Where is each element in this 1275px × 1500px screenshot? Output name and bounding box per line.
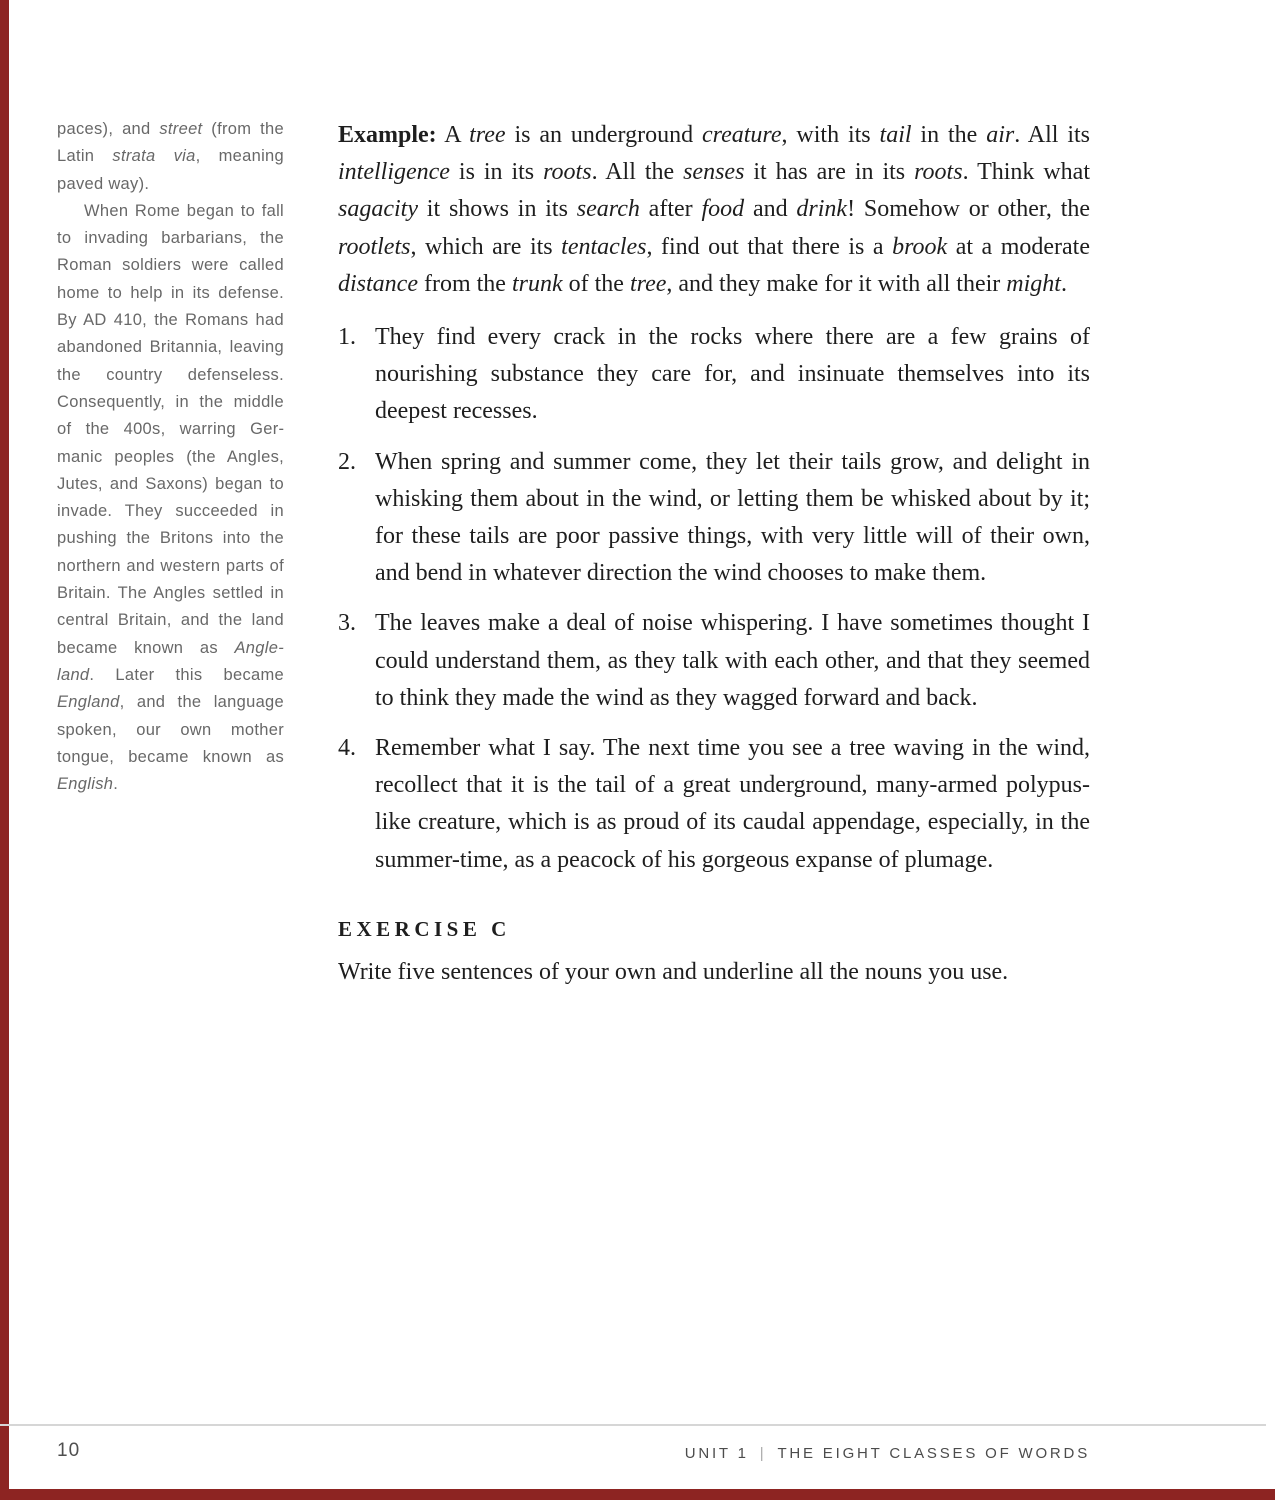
list-item (338, 444, 1090, 593)
list-item-text: When spring and summer come, they let their tails grow, and delight in whisking them about in the wind, or letting them be whisked about by it; for these tails are poor passive things, with very little will of their own, and bend in whatever direction the wind chooses to make them. (375, 448, 1090, 587)
page-edge-bottom-accent (0, 1489, 1275, 1500)
margin-note-paragraph-1: paces), and street (from the Latin strata via, meaning paved way). (57, 120, 284, 193)
exercise-instruction: Write five sentences of your own and underline all the nouns you use. (338, 958, 1009, 985)
margin-note-paragraph-2: When Rome began to fall to invading barbarians, the Roman soldiers were called home to help in its defense. By AD 410, the Romans had abandoned Britannia, leaving the country defenseless. Consequently, in the middle of the 400s, warring Germanic peoples (the Angles, Jutes, and Saxons) began to invade. They succeeded in pushing the Britons into the northern and western parts of Britain. The Angles settled in central Britain, and the land became known as Angle-land. Later this became England, and the language spoken, our own mother tongue, became known as English. (57, 201, 284, 794)
list-item-text: The leaves make a deal of noise whispering. I have sometimes thought I could understand them, as they talk with each other, and that they seemed to think they made the wind as they wagged forward and back. (375, 610, 1090, 711)
page-edge-left-accent (0, 0, 9, 1500)
main-text-column (338, 117, 1090, 991)
margin-note (57, 116, 284, 798)
list-item-number: 2. (338, 448, 356, 475)
list-item (338, 730, 1090, 879)
footer-separator: | (759, 1445, 767, 1462)
example-paragraph: Example: A tree is an underground creature, with its tail in the air. All its intelligence is in its roots. All the senses it has are in its roots. Think what sagacity it shows in its search after food and drink! Somehow or other, the rootlets, which are its tentacles, find out that there is a brook at a moderate distance from the trunk of the tree, and they make for it with all their might. (338, 122, 1091, 297)
unit-label: UNIT 1 (684, 1445, 749, 1462)
footer-divider (0, 1424, 1266, 1426)
list-item (338, 605, 1090, 717)
list-item-text: Remember what I say. The next time you see a tree waving in the wind, recollect that it is the tail of a great underground, many-armed polypus-like creature, which is as proud of its caudal appendage, especially, in the summer-time, as a peacock of his gorgeous expanse of plumage. (375, 735, 1090, 873)
page-number: 10 (57, 1440, 81, 1461)
exercise-heading: EXERCISE C (338, 916, 511, 941)
list-item-number: 3. (338, 610, 356, 637)
list-item (338, 319, 1090, 431)
running-footer (685, 1445, 1090, 1462)
section-title: THE EIGHT CLASSES OF WORDS (777, 1445, 1090, 1462)
list-item-text: They find every crack in the rocks where there are a few grains of nourishing substance they care for, and insinuate themselves into its deepest recesses. (375, 324, 1090, 425)
list-item-number: 4. (338, 735, 356, 762)
list-item-number: 1. (338, 324, 356, 351)
